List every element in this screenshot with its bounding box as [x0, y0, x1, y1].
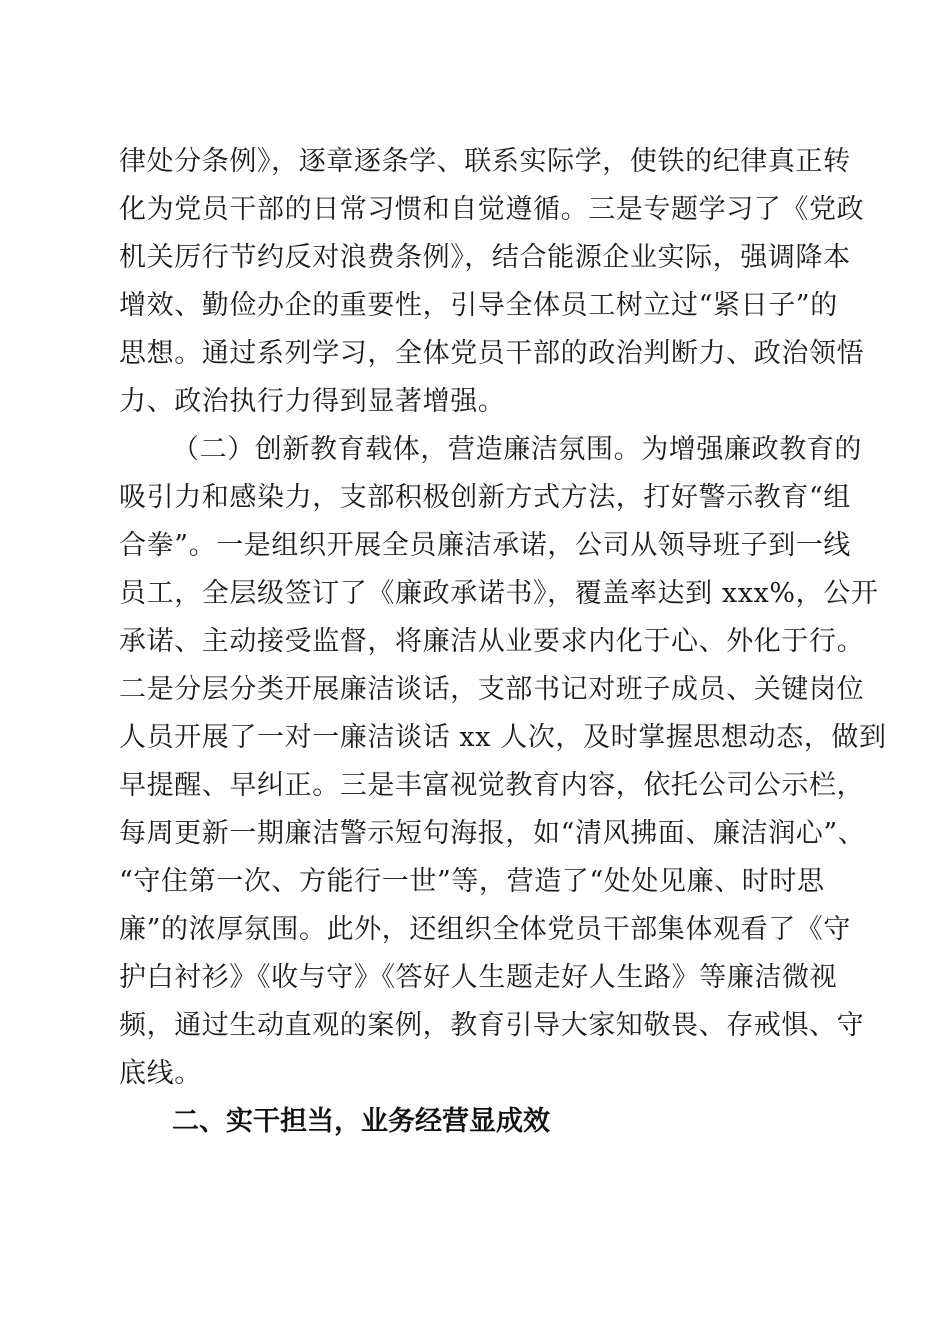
paragraph-line: 承诺、主动接受监督，将廉洁从业要求内化于心、外化于行。 [119, 626, 865, 657]
paragraph-line: 增效、勤俭办企的重要性，引导全体员工树立过“紧日子”的 [119, 290, 838, 321]
paragraph-line: 廉”的浓厚氛围。此外，还组织全体党员干部集体观看了《守 [119, 914, 852, 945]
paragraph-line: 早提醒、早纠正。三是丰富视觉教育内容，依托公司公示栏， [119, 770, 865, 801]
paragraph-line: 底线。 [119, 1058, 202, 1089]
paragraph-line: 机关厉行节约反对浪费条例》，结合能源企业实际，强调降本 [119, 242, 851, 273]
paragraph-line: “守住第一次、方能行一世”等，营造了“处处见廉、时时思 [119, 866, 825, 897]
paragraph-line: 吸引力和感染力，支部积极创新方式方法，打好警示教育“组 [119, 482, 852, 513]
paragraph-line: 二是分层分类开展廉洁谈话，支部书记对班子成员、关键岗位 [119, 674, 865, 705]
paragraph-line: 化为党员干部的日常习惯和自觉遵循。三是专题学习了《党政 [119, 194, 865, 225]
paragraph-line: （二）创新教育载体，营造廉洁氛围。为增强廉政教育的 [172, 434, 862, 465]
paragraph-line: 每周更新一期廉洁警示短句海报，如“清风拂面、廉洁润心”、 [119, 818, 866, 849]
section-heading: 二、实干担当，业务经营显成效 [172, 1106, 550, 1137]
paragraph-line: 力、政治执行力得到显著增强。 [119, 386, 506, 417]
paragraph-line: 律处分条例》，逐章逐条学、联系实际学，使铁的纪律真正转 [119, 146, 851, 177]
paragraph-line: 员工，全层级签订了《廉政承诺书》，覆盖率达到 xxx%，公开 [119, 578, 879, 609]
paragraph-line: 合拳”。一是组织开展全员廉洁承诺，公司从领导班子到一线 [119, 530, 852, 561]
paragraph-line: 护白衬衫》《收与守》《答好人生题走好人生路》等廉洁微视 [119, 962, 838, 993]
paragraph-line: 频，通过生动直观的案例，教育引导大家知敬畏、存戒惧、守 [119, 1010, 865, 1041]
paragraph-line: 人员开展了一对一廉洁谈话 xx 人次，及时掌握思想动态，做到 [119, 722, 887, 753]
paragraph-line: 思想。通过系列学习，全体党员干部的政治判断力、政治领悟 [119, 338, 865, 369]
